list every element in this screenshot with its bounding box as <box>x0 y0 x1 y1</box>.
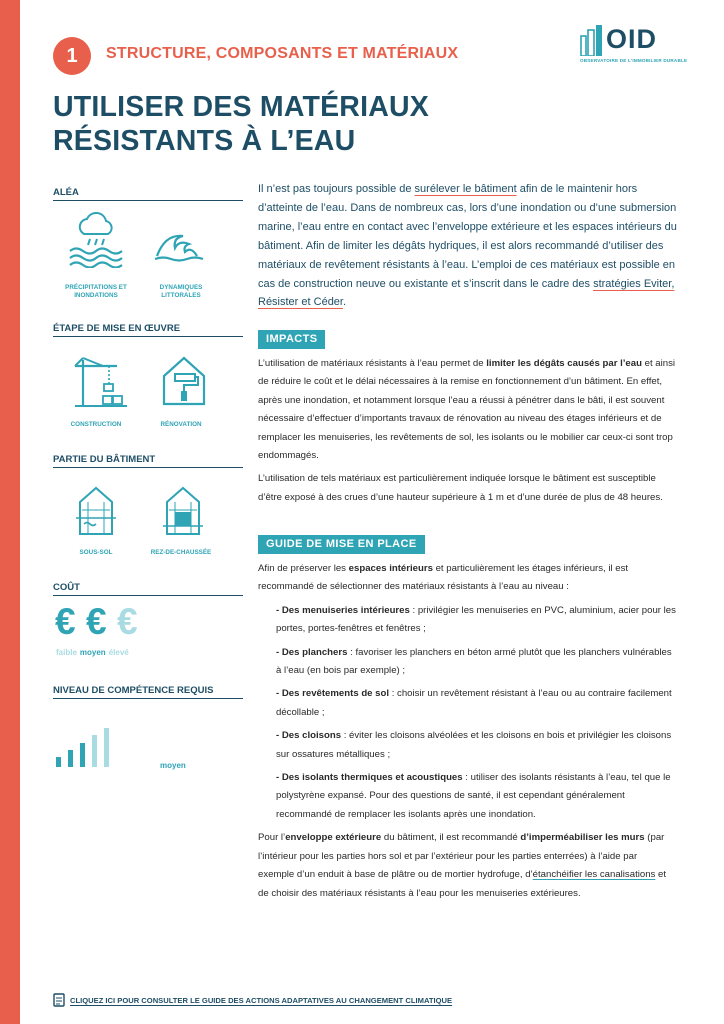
guide-bullet: - Des menuiseries intérieures : privilégier les menuiseries en PVC, aluminium, acier pour les portes, portes-fenêtres et fenêtres ; <box>276 604 676 635</box>
house-basement-icon <box>76 484 116 540</box>
guide-bullet: - Des planchers : favoriser les planchers en béton armé plutôt que les planchers vulnérables à l’eau (en bois par exemple) ; <box>276 646 672 677</box>
chapter-title: STRUCTURE, COMPOSANTS ET MATÉRIAUX <box>106 45 459 62</box>
euro-symbol-1: € <box>55 601 76 642</box>
impacts-paragraph-1: L’utilisation de matériaux résistants à l’eau permet de limiter les dégâts causés par l’eau et ainsi de réduire le coût et le délai nécessaires à la remise en fonctionnement d’un bâtiment. En effet, après une inondation, et notamment lorsque l’eau a réussi à pénétrer dans le bâti, il est souvent nécessaire d’effectuer d’importants travaux de rénovation au niveau des étages inférieurs et de remplacer les menuiseries, les revêtements de sol, les isolants ou le mobilier car ceux-ci sont trop endommagés. <box>258 358 676 462</box>
competence-bar <box>80 743 85 767</box>
cost-level-high: élevé <box>108 648 129 657</box>
cost-level-labels <box>56 648 132 657</box>
competence-bar <box>68 750 73 767</box>
competence-bar <box>56 757 61 767</box>
caption-precipitations: PRÉCIPITATIONS ET INONDATIONS <box>65 284 127 299</box>
link-surelever[interactable]: surélever le bâtiment <box>414 183 517 195</box>
house-ground-floor-icon <box>163 484 203 540</box>
paint-roller-icon <box>160 354 208 408</box>
guide-bullet: - Des revêtements de sol : choisir un revêtement résistant à l’eau ou au contraire facilement décollable ; <box>276 688 672 718</box>
euro-symbol-2: € <box>86 601 107 642</box>
oid-logo <box>580 22 692 68</box>
guide-bullet: - Des isolants thermiques et acoustiques : utiliser des isolants résistants à l’eau, tel que le polystyrène expansé. Pour des questions de santé, il est cependant généralement recommandé de remplacer les isolants après une inondation. <box>276 772 671 820</box>
link-canalisations[interactable]: étanchéifier les canalisations <box>532 869 656 881</box>
guide-outro: Pour l’enveloppe extérieure du bâtiment, il est recommandé d’imperméabiliser les murs (par l’intérieur pour les parties hors sol et par l’extérieur pour les parties enterrées) à l’aide par exemple d’un enduit à base de plâtre ou de mortier hydrofuge, d’étanchéifier les canalisations et de choisir des matériaux résistants à l’eau pour les menuiseries extérieures. <box>258 832 667 899</box>
link-strategies[interactable]: stratégies Eviter, Résister et Céder <box>258 277 675 309</box>
cost-level-mid: moyen <box>79 648 106 657</box>
guide-intro: Afin de préserver les espaces intérieurs et particulièrement les étages inférieurs, il est recommandé de sélectionner des matériaux résistants à l’eau au niveau : <box>258 563 629 593</box>
crane-icon <box>73 356 129 408</box>
cout-rule <box>53 595 243 596</box>
competence-bar <box>104 728 109 767</box>
alea-rule <box>53 200 243 201</box>
document-icon[interactable] <box>53 993 65 1007</box>
impacts-paragraph-2: L’utilisation de tels matériaux est particulièrement indiquée lorsque le bâtiment est susceptible d’être exposé à des crues d’une hauteur supérieure à 1 m et d’une durée de plus de 48 heures. <box>258 473 663 503</box>
cost-level-low: faible <box>56 648 77 657</box>
guide-tag: GUIDE DE MISE EN PLACE <box>258 535 425 554</box>
impacts-text <box>258 355 676 512</box>
competence-level-bars <box>56 727 116 767</box>
logo-tagline: OBSERVATOIRE DE L'IMMOBILIER DURABLE <box>580 58 688 63</box>
etape-label: ÉTAPE DE MISE EN ŒUVRE <box>53 323 181 334</box>
oid-logo-building-icon <box>580 24 604 56</box>
guide-link[interactable]: CLIQUEZ ICI POUR CONSULTER LE GUIDE DES ACTIONS ADAPTATIVES AU CHANGEMENT CLIMATIQUE <box>70 996 453 1005</box>
guide-text <box>258 560 676 908</box>
caption-renovation: RÉNOVATION <box>160 421 202 428</box>
caption-sous-sol: SOUS-SOL <box>79 549 113 556</box>
etape-rule <box>53 336 243 337</box>
partie-label: PARTIE DU BÂTIMENT <box>53 454 156 465</box>
euro-symbol-3: € <box>117 601 138 642</box>
alea-label: ALÉA <box>53 187 79 198</box>
competence-rule <box>53 698 243 699</box>
wave-icon <box>154 226 206 262</box>
title-line: UTILISER DES MATÉRIAUX <box>53 91 429 123</box>
title-line: RÉSISTANTS À L’EAU <box>53 125 356 157</box>
guide-bullet: - Des cloisons : éviter les cloisons alvéolées et les cloisons en bois et privilégier les cloisons sur ossatures métalliques ; <box>276 730 672 760</box>
side-accent-bar <box>0 0 20 1024</box>
page-title <box>53 90 429 158</box>
caption-rez-de-chaussee: REZ-DE-CHAUSSÉE <box>150 549 212 556</box>
caption-construction: CONSTRUCTION <box>70 421 122 428</box>
lead-paragraph: Il n’est pas toujours possible de surélever le bâtiment afin de le maintenir hors d’atteinte de l’eau. Dans de nombreux cas, lors d’une inondation ou d’une submersion marine, l’eau entre en contact avec l’enveloppe extérieure et les espaces intérieurs du bâtiment. Afin de limiter les dégâts hydriques, il est alors recommandé d’utiliser des matériaux de revêtement résistants à l’eau. L’emploi de ces matériaux est possible en cas de construction neuve ou existante et s’inscrit dans le cadre des stratégies Eviter, Résister et Céder. <box>258 183 677 309</box>
logo-text: OID <box>606 24 658 54</box>
partie-rule <box>53 467 243 468</box>
chapter-number-badge: 1 <box>53 37 91 75</box>
cout-label: COÛT <box>53 582 80 593</box>
rain-flood-icon <box>66 212 126 268</box>
competence-level-text: moyen <box>160 761 186 770</box>
competence-label: NIVEAU DE COMPÉTENCE REQUIS <box>53 685 214 696</box>
competence-bar <box>92 735 97 767</box>
caption-dynamiques: DYNAMIQUES LITTORALES <box>159 284 203 299</box>
impacts-tag: IMPACTS <box>258 330 325 349</box>
